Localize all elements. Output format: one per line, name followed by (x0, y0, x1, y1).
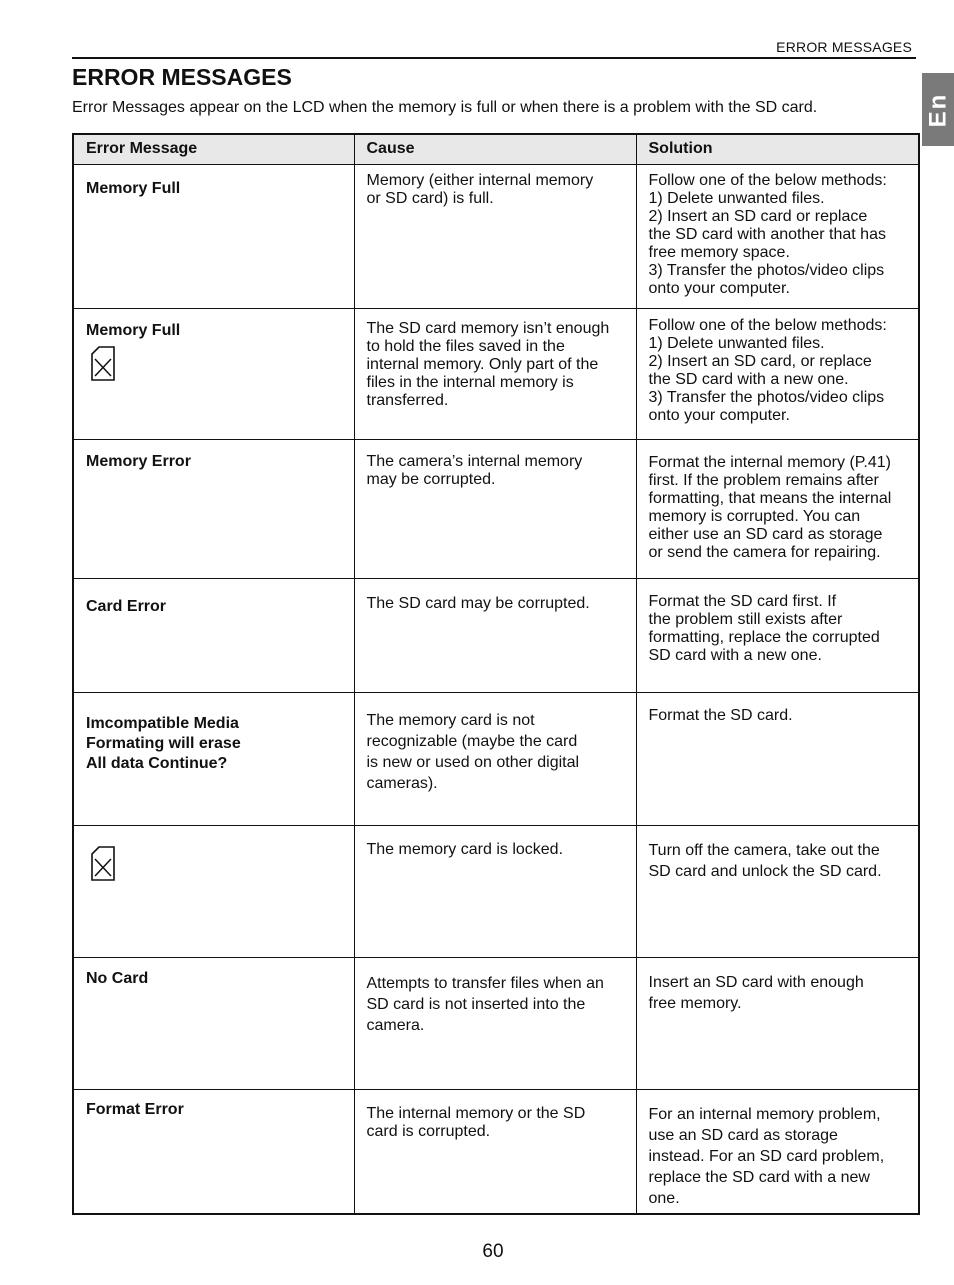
error-messages-table (72, 133, 920, 1215)
header-rule (72, 57, 916, 59)
cause-text: The SD card may be corrupted. (366, 594, 590, 612)
cause-cell (354, 439, 636, 578)
error-message-cell (73, 578, 354, 692)
solution-cell (636, 1089, 919, 1214)
page-number: 60 (482, 1241, 504, 1262)
solution-cell (636, 164, 919, 308)
error-message-text: Memory Error (86, 452, 191, 470)
page-title: ERROR MESSAGES (72, 64, 292, 90)
solution-cell (636, 825, 919, 957)
solution-cell (636, 957, 919, 1089)
solution-text: Format the SD card. (648, 706, 793, 724)
column-header-error-message: Error Message (73, 134, 354, 164)
cause-text: The memory card is not recognizable (maybe the card is new or used on other digital cameras). (366, 711, 580, 792)
error-message-text: Memory Full (86, 321, 181, 339)
cause-text: Attempts to transfer files when an SD card is not inserted into the camera. (366, 974, 604, 1034)
language-tab-label: En (924, 92, 952, 127)
error-message-cell (73, 439, 354, 578)
error-message-cell (73, 825, 354, 957)
cause-cell (354, 578, 636, 692)
cause-text: The internal memory or the SD card is corrupted. (366, 1104, 586, 1140)
sd-card-locked-icon (90, 846, 116, 882)
cause-text: The memory card is locked. (366, 840, 564, 858)
table-row (73, 1089, 919, 1214)
cause-cell (354, 692, 636, 825)
solution-text: Turn off the camera, take out the SD card and unlock the SD card. (648, 841, 882, 880)
intro-text: Error Messages appear on the LCD when the memory is full or when there is a problem with the SD card. (72, 99, 818, 116)
table-row (73, 439, 919, 578)
error-message-cell (73, 957, 354, 1089)
cause-cell (354, 308, 636, 439)
solution-text: Follow one of the below methods: 1) Delete unwanted files. 2) Insert an SD card, or replace the SD card with a new one. 3) Transfer the photos/video clips onto your computer. (648, 316, 887, 424)
solution-text: Insert an SD card with enough free memory. (648, 973, 864, 1012)
error-message-cell (73, 1089, 354, 1214)
column-header-solution: Solution (636, 134, 919, 164)
solution-text: Follow one of the below methods: 1) Delete unwanted files. 2) Insert an SD card or replace the SD card with another that has free memory space. 3) Transfer the photos/video clips onto your computer. (648, 171, 887, 297)
table-row (73, 825, 919, 957)
cause-text: Memory (either internal memory or SD card) is full. (366, 171, 594, 207)
cause-text: The SD card memory isn’t enough to hold the files saved in the internal memory. Only part of the files in the internal memory is transferred. (366, 319, 610, 409)
solution-text: For an internal memory problem, use an SD card as storage instead. For an SD card problem, replace the SD card with a new one. (648, 1105, 885, 1207)
solution-text: Format the SD card first. If the problem still exists after formatting, replace the corrupted SD card with a new one. (648, 592, 880, 664)
language-tab (922, 73, 954, 146)
error-message-text: Card Error (86, 597, 167, 615)
cause-text: The camera’s internal memory may be corrupted. (366, 452, 583, 488)
error-message-text: Imcompatible Media Formating will erase All data Continue? (86, 714, 241, 772)
error-message-text: No Card (86, 969, 149, 987)
cause-cell (354, 1089, 636, 1214)
table-header-row (73, 134, 919, 164)
cause-cell (354, 164, 636, 308)
error-message-text: Memory Full (86, 179, 181, 197)
cause-cell (354, 957, 636, 1089)
table-row (73, 578, 919, 692)
solution-cell (636, 578, 919, 692)
table-row (73, 308, 919, 439)
running-header: ERROR MESSAGES (776, 39, 912, 55)
error-message-cell (73, 692, 354, 825)
solution-cell (636, 692, 919, 825)
table-row (73, 164, 919, 308)
error-message-cell (73, 308, 354, 439)
cause-cell (354, 825, 636, 957)
solution-cell (636, 439, 919, 578)
solution-text: Format the internal memory (P.41) first. If the problem remains after formatting, that means the internal memory is corrupted. You can either use an SD card as storage or send the camera for repairing. (648, 453, 892, 561)
table-row (73, 692, 919, 825)
sd-card-locked-icon (90, 346, 116, 382)
solution-cell (636, 308, 919, 439)
column-header-cause: Cause (354, 134, 636, 164)
error-message-text: Format Error (86, 1100, 184, 1118)
error-message-cell (73, 164, 354, 308)
table-row (73, 957, 919, 1089)
